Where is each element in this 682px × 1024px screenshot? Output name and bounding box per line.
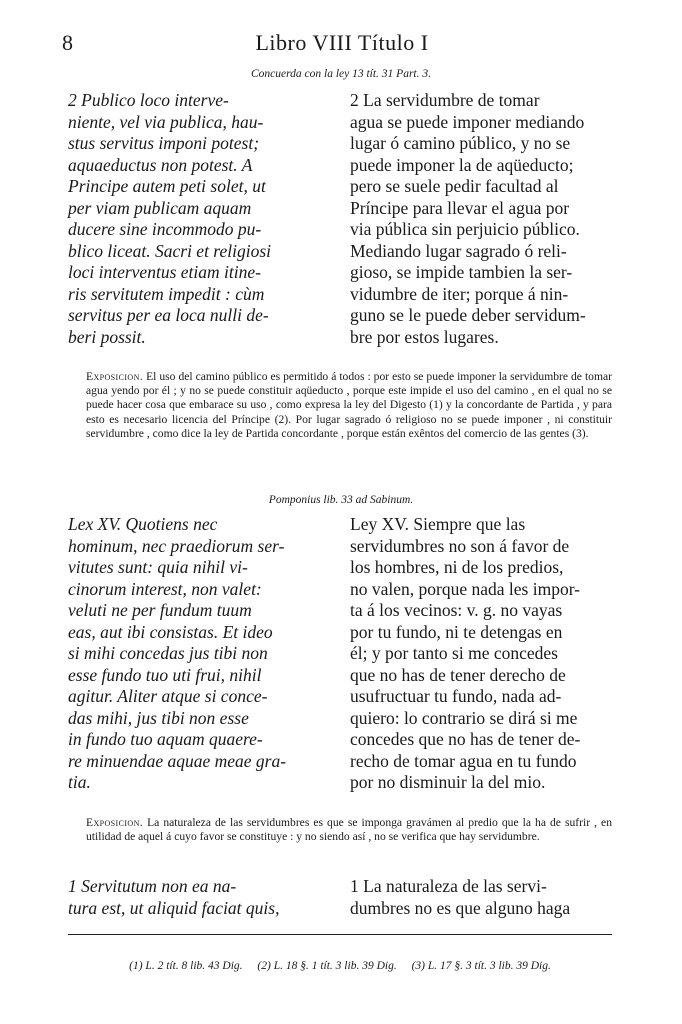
exposicion-1 xyxy=(86,370,612,441)
latin-line: aquaeductus non potest. A xyxy=(68,154,253,175)
spanish-line: quiero: lo contrario se dirá si me xyxy=(350,707,578,728)
latin-line: veluti ne per fundum tuum xyxy=(68,600,252,620)
spanish-line: concedes que no has de tener de- xyxy=(350,729,581,749)
latin-line: beri possit. xyxy=(68,326,146,347)
spanish-line: 1 La naturaleza de las servi- xyxy=(350,876,547,896)
latin-line: per viam publicam aquam xyxy=(68,197,252,218)
footnote-3: (3) L. 17 §. 3 tít. 3 lib. 39 Dig. xyxy=(411,960,551,972)
latin-line: stus servitus imponi potest; xyxy=(68,133,260,153)
spanish-line: los hombres, ni de los predios, xyxy=(350,557,564,577)
spanish-line: él; y por tanto si me concedes xyxy=(350,643,558,663)
concordance-note: Concuerda con la ley 13 tít. 31 Part. 3. xyxy=(250,68,432,80)
latin-line: tia. xyxy=(68,772,91,792)
latin-line: loci interventus etiam itine- xyxy=(68,262,261,282)
spanish-line: gioso, se impide tambien la ser- xyxy=(350,262,573,282)
page-header xyxy=(62,30,622,60)
latin-line: agitur. Aliter atque si conce- xyxy=(68,686,268,706)
running-title: Libro VIII Título I xyxy=(255,30,429,55)
spanish-ley-xv xyxy=(350,514,612,794)
spanish-line: guno se le puede deber servidum- xyxy=(350,305,586,325)
latin-line: tura est, ut aliquid faciat quis, xyxy=(68,897,280,918)
latin-paragraph-2 xyxy=(68,90,330,348)
latin-line: eas, aut ibi consistas. Et ideo xyxy=(68,621,273,642)
latin-line: 1 Servitutum non ea na- xyxy=(68,876,237,896)
latin-line: esse fundo tuo uti frui, nihil xyxy=(68,664,262,685)
latin-line: in fundo tuo aquam quaere- xyxy=(68,729,263,749)
latin-line: blico liceat. Sacri et religiosi xyxy=(68,240,271,261)
footnotes xyxy=(68,960,612,972)
spanish-line: por tu fundo, ni te detengas en xyxy=(350,621,563,642)
latin-line: das mihi, jus tibi non esse xyxy=(68,707,249,728)
spanish-line: puede imponer la de aqüeducto; xyxy=(350,154,574,175)
exposicion-label: Exposicion. xyxy=(86,816,144,829)
footnote-2: (2) L. 18 §. 1 tít. 3 lib. 39 Dig. xyxy=(257,960,397,972)
spanish-line: Ley XV. Siempre que las xyxy=(350,514,526,534)
spanish-line: pero se suele pedir facultad al xyxy=(350,176,559,196)
spanish-line: via pública sin perjuicio público. xyxy=(350,219,580,239)
latin-line: ducere sine incommodo pu- xyxy=(68,219,262,239)
exposicion-label: Exposicion. xyxy=(86,370,144,383)
exposicion-2 xyxy=(86,816,612,844)
spanish-line: ta á los vecinos: v. g. no vayas xyxy=(350,600,563,620)
footnote-divider xyxy=(68,934,612,935)
latin-line: servitus per ea loca nulli de- xyxy=(68,305,269,325)
spanish-line: dumbres no es que alguno haga xyxy=(350,897,571,918)
spanish-paragraph-1 xyxy=(350,876,612,919)
spanish-line: vidumbre de iter; porque á nin- xyxy=(350,283,569,304)
spanish-paragraph-2 xyxy=(350,90,612,348)
latin-line: vitutes sunt: quia nihil vi- xyxy=(68,557,248,577)
spanish-line: recho de tomar agua en tu fundo xyxy=(350,750,577,771)
spanish-line: 2 La servidumbre de tomar xyxy=(350,90,540,110)
spanish-line: bre por estos lugares. xyxy=(350,326,499,347)
latin-line: niente, vel via publica, hau- xyxy=(68,111,264,132)
spanish-line: no valen, porque nada les impor- xyxy=(350,578,580,599)
source-citation: Pomponius lib. 33 ad Sabinum. xyxy=(268,494,414,506)
spanish-line: Príncipe para llevar el agua por xyxy=(350,197,570,218)
latin-paragraph-1 xyxy=(68,876,330,919)
spanish-line: lugar ó camino público, y no se xyxy=(350,133,571,153)
latin-lex-xv xyxy=(68,514,330,794)
latin-line: cinorum interest, non valet: xyxy=(68,578,262,599)
latin-line: ris servitutem impedit : cùm xyxy=(68,283,265,304)
latin-line: re minuendae aquae meae gra- xyxy=(68,750,287,771)
spanish-line: servidumbres no son á favor de xyxy=(350,535,570,556)
exposicion-text: El uso del camino público es permitido á todos : por esto se puede imponer la servidumbre de tomar agua yendo por él ; y no se puede constituir aqüeducto , porque este impide el uso del camino , en el qual no se puede hacer cosa que embarace su uso , como expresa la ley del Digesto (1) y la concordante de Partida , y para esto es necesario licencia del Príncipe (2). Por lugar sagrado ó religioso no se puede imponer , ni constituir servidumbre , como dice la ley de Partida concordante , porque están exêntos del comercio de las gentes (3). xyxy=(86,370,612,440)
footnote-1: (1) L. 2 tít. 8 lib. 43 Dig. xyxy=(129,960,243,972)
latin-line: si mihi concedas jus tibi non xyxy=(68,643,268,663)
latin-line: Principe autem peti solet, ut xyxy=(68,176,266,196)
spanish-line: agua se puede imponer mediando xyxy=(350,111,585,132)
latin-line: hominum, nec praediorum ser- xyxy=(68,535,285,556)
spanish-line: usufructuar tu fundo, nada ad- xyxy=(350,686,562,706)
latin-line: 2 Publico loco interve- xyxy=(68,90,229,110)
spanish-line: Mediando lugar sagrado ó reli- xyxy=(350,240,567,261)
spanish-line: por no disminuir la del mio. xyxy=(350,772,546,792)
spanish-line: que no has de tener derecho de xyxy=(350,664,566,685)
page-number: 8 xyxy=(62,30,73,55)
exposicion-text: La naturaleza de las servidumbres es que se imponga gravámen al predio que la ha de sufrir , en utilidad de aquel á cuyo favor se constituye : y no siendo así , no se verifica que hay servidumbre. xyxy=(86,816,612,844)
latin-line: Lex XV. Quotiens nec xyxy=(68,514,218,534)
